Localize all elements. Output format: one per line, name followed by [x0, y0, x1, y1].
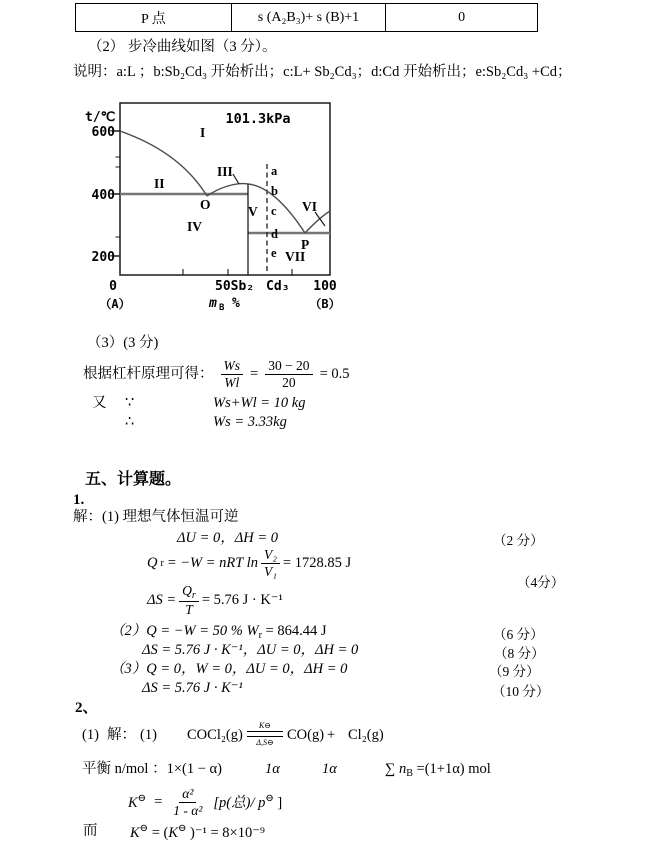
- region6-cross-mark: [315, 212, 325, 226]
- fraction-qr-t: [179, 583, 199, 617]
- kf-k: K: [130, 825, 140, 841]
- lever-result: = 0.5: [319, 365, 350, 382]
- sum-n-rest: =(1+1α) mol: [412, 761, 491, 777]
- reactant-formula: COCl₂(g): [187, 727, 243, 743]
- rxn-solve-word: 解：: [107, 727, 136, 743]
- qr-sub: r: [191, 589, 196, 601]
- amounts-prefix: 平衡 n/mol ：1×(1 − α): [82, 761, 222, 777]
- rxn-sub-number: (1): [140, 727, 157, 743]
- score-2: （2 分）: [493, 533, 544, 548]
- step3-heading: （3）(3 分): [87, 335, 159, 351]
- region-VII: VII: [285, 249, 306, 264]
- step2-heading: （2） 步冷曲线如图（3 分）。: [88, 39, 277, 55]
- cooling-label-c: c: [271, 204, 277, 218]
- region3-pointer: [233, 174, 239, 184]
- x-tick-50: 50Sb₂: [215, 279, 255, 294]
- qr-q: Q: [182, 582, 192, 598]
- x-ticks: [183, 269, 292, 275]
- section5-heading: 五、计算题。: [85, 471, 182, 488]
- cooling-label-e: e: [271, 246, 277, 260]
- arrow-over-label: K⊖: [258, 721, 272, 730]
- liquidus-right-curve: [305, 211, 330, 233]
- product2-formula: Cl₂(g): [348, 727, 384, 743]
- du-dh-line: ΔU = 0，ΔH = 0: [177, 530, 279, 546]
- also-word: 又: [92, 395, 107, 411]
- x-axis-m: m: [209, 296, 217, 311]
- k-equals: =: [154, 793, 163, 810]
- pressure-ratio: [p(总)/ p: [213, 794, 266, 811]
- y-tick-600: 600: [91, 125, 115, 140]
- equilibrium-amounts-line: [82, 760, 562, 782]
- kf-sup2: ⊖: [178, 823, 187, 834]
- x-axis-m-sub: B: [219, 303, 225, 313]
- therefore-line: [125, 413, 425, 433]
- arrow-under-label: Δ,S⊖: [256, 738, 274, 747]
- k-symbol: K: [128, 794, 138, 811]
- cooling-label-a: a: [271, 164, 278, 178]
- qr-numerator: [179, 583, 199, 602]
- region-IV: IV: [187, 219, 203, 234]
- k-expression-line: [128, 783, 282, 821]
- pressure-label: 101.3kPa: [225, 111, 291, 127]
- lever-rule-label: 根据杠杆原理可得：: [83, 365, 214, 382]
- k-standard-sup: ⊖: [137, 792, 147, 804]
- q-subscript: r: [160, 557, 164, 569]
- mass-sum-equation: Ws+Wl = 10 kg: [213, 395, 306, 411]
- fraction-den-20: 20: [282, 374, 296, 390]
- k-symbol-group: [128, 792, 146, 813]
- y-axis-label: t/℃: [85, 110, 116, 125]
- question2-label: 2、: [75, 700, 98, 716]
- score-8: （8 分）: [494, 646, 545, 661]
- equals-sign: =: [250, 365, 259, 382]
- because-line: [92, 394, 412, 414]
- because-symbol: ∵: [125, 395, 135, 411]
- table-cell-point: P 点: [140, 11, 166, 27]
- rxn-item-number: (1): [82, 727, 99, 743]
- fraction-alpha: [170, 786, 205, 817]
- qr-result: = 1728.85 J: [282, 554, 352, 571]
- fraction-v2-v1: [261, 547, 280, 578]
- point-P-label: P: [301, 237, 310, 252]
- legend-line: 说明：a:L ；b:Sb₂Cd₃ 开始析出；c:L+ Sb₂Cd₃；d:Cd 开始析出；e:Sb₂Cd₃ +Cd；: [73, 64, 572, 80]
- therefore-symbol: ∴: [125, 414, 135, 430]
- part3-ds-line: ΔS = 5.76 J · K⁻¹: [142, 680, 243, 696]
- ds-prefix: ΔS =: [147, 591, 177, 608]
- x-compound-label: Cd₃: [266, 279, 290, 294]
- equilibrium-double-line: [247, 731, 283, 737]
- question1-label: 1.: [73, 492, 85, 508]
- solution1-intro: 解：(1) 理想气体恒温可逆: [73, 509, 239, 525]
- ds-result: = 5.76 J · K⁻¹: [201, 591, 283, 608]
- kf-result: )⁻¹ = 8×10⁻⁹: [186, 825, 265, 841]
- k-final-line: [83, 822, 443, 844]
- t-denominator: T: [185, 602, 193, 618]
- alpha-squared: α²: [179, 786, 196, 802]
- kf-k2: K: [168, 825, 178, 841]
- v1: V₁: [263, 563, 277, 579]
- equilibrium-arrow: [247, 721, 283, 747]
- score-10: （10 分）: [492, 684, 550, 699]
- answer-table-row: [75, 3, 538, 32]
- pressure-ratio-end: ]: [273, 794, 283, 811]
- table-cell-freedom: 0: [458, 9, 466, 25]
- fraction-ws-wl: [221, 358, 244, 389]
- plus-sign: +: [327, 727, 336, 743]
- lever-rule-line: [83, 352, 350, 396]
- x-endpoint-B: （B）: [309, 297, 341, 311]
- q-symbol: Q: [147, 554, 158, 571]
- point-O-label: O: [200, 197, 211, 212]
- p-standard-sup: ⊖: [265, 792, 274, 804]
- score-6: （6 分）: [493, 627, 544, 642]
- product1-formula: CO(g): [287, 727, 325, 743]
- score-4: （4分）: [517, 575, 565, 590]
- fraction-ws: Ws: [221, 358, 244, 374]
- amount-co: 1α: [265, 761, 280, 777]
- region-VI: VI: [302, 199, 318, 214]
- one-minus-alpha-squared: 1 - α²: [173, 802, 203, 818]
- y-tick-400: 400: [91, 188, 115, 203]
- v2: V₂: [261, 547, 280, 563]
- part2-line: [110, 622, 326, 642]
- part3-line: （3）Q = 0，W = 0，ΔU = 0，ΔH = 0: [110, 661, 348, 677]
- fraction-wl: Wl: [224, 374, 240, 390]
- then-word: 而: [83, 823, 98, 839]
- fraction-num-30-20: 30 − 20: [265, 358, 312, 374]
- cooling-label-b: b: [271, 184, 278, 198]
- x-axis-percent: %: [232, 296, 240, 311]
- qr-equation-line: [147, 546, 351, 580]
- amount-cl2: 1α: [322, 761, 337, 777]
- wr-sub: r: [258, 630, 262, 641]
- table-cell-phases: s (A₂B₃)+ s (B)+1: [231, 4, 387, 31]
- sum-n: ∑ n: [385, 761, 407, 777]
- x-endpoint-A: （A）: [99, 297, 131, 311]
- y-tick-200: 200: [91, 250, 115, 265]
- x-tick-0: 0: [109, 279, 117, 294]
- pressure-ratio-group: [213, 792, 282, 813]
- k-final-equation: [130, 822, 265, 843]
- part2-equation: （2）Q = −W = 50 % W: [110, 623, 259, 639]
- part2-ds-line: ΔS = 5.76 J · K⁻¹，ΔU = 0，ΔH = 0: [142, 642, 359, 658]
- region-III: III: [217, 164, 233, 179]
- part2-result: = 864.44 J: [261, 623, 327, 639]
- region-V: V: [248, 204, 258, 219]
- ds-equation-line: [147, 582, 283, 618]
- sum-n-sub: B: [406, 768, 413, 779]
- kf-mid: = (: [148, 825, 169, 841]
- reaction-line: [82, 720, 502, 752]
- total-moles: [385, 760, 491, 780]
- qr-middle: = −W = nRT ln: [166, 554, 258, 571]
- kf-sup: ⊖: [139, 823, 149, 834]
- x-tick-100: 100: [313, 279, 337, 294]
- cooling-label-d: d: [271, 227, 278, 241]
- phase-diagram-chart: [75, 100, 365, 315]
- region-II: II: [154, 176, 165, 191]
- score-9: （9 分）: [489, 664, 540, 679]
- ws-result-equation: Ws = 3.33kg: [213, 414, 287, 430]
- fraction-30-20: [265, 358, 312, 389]
- region-I: I: [200, 125, 206, 140]
